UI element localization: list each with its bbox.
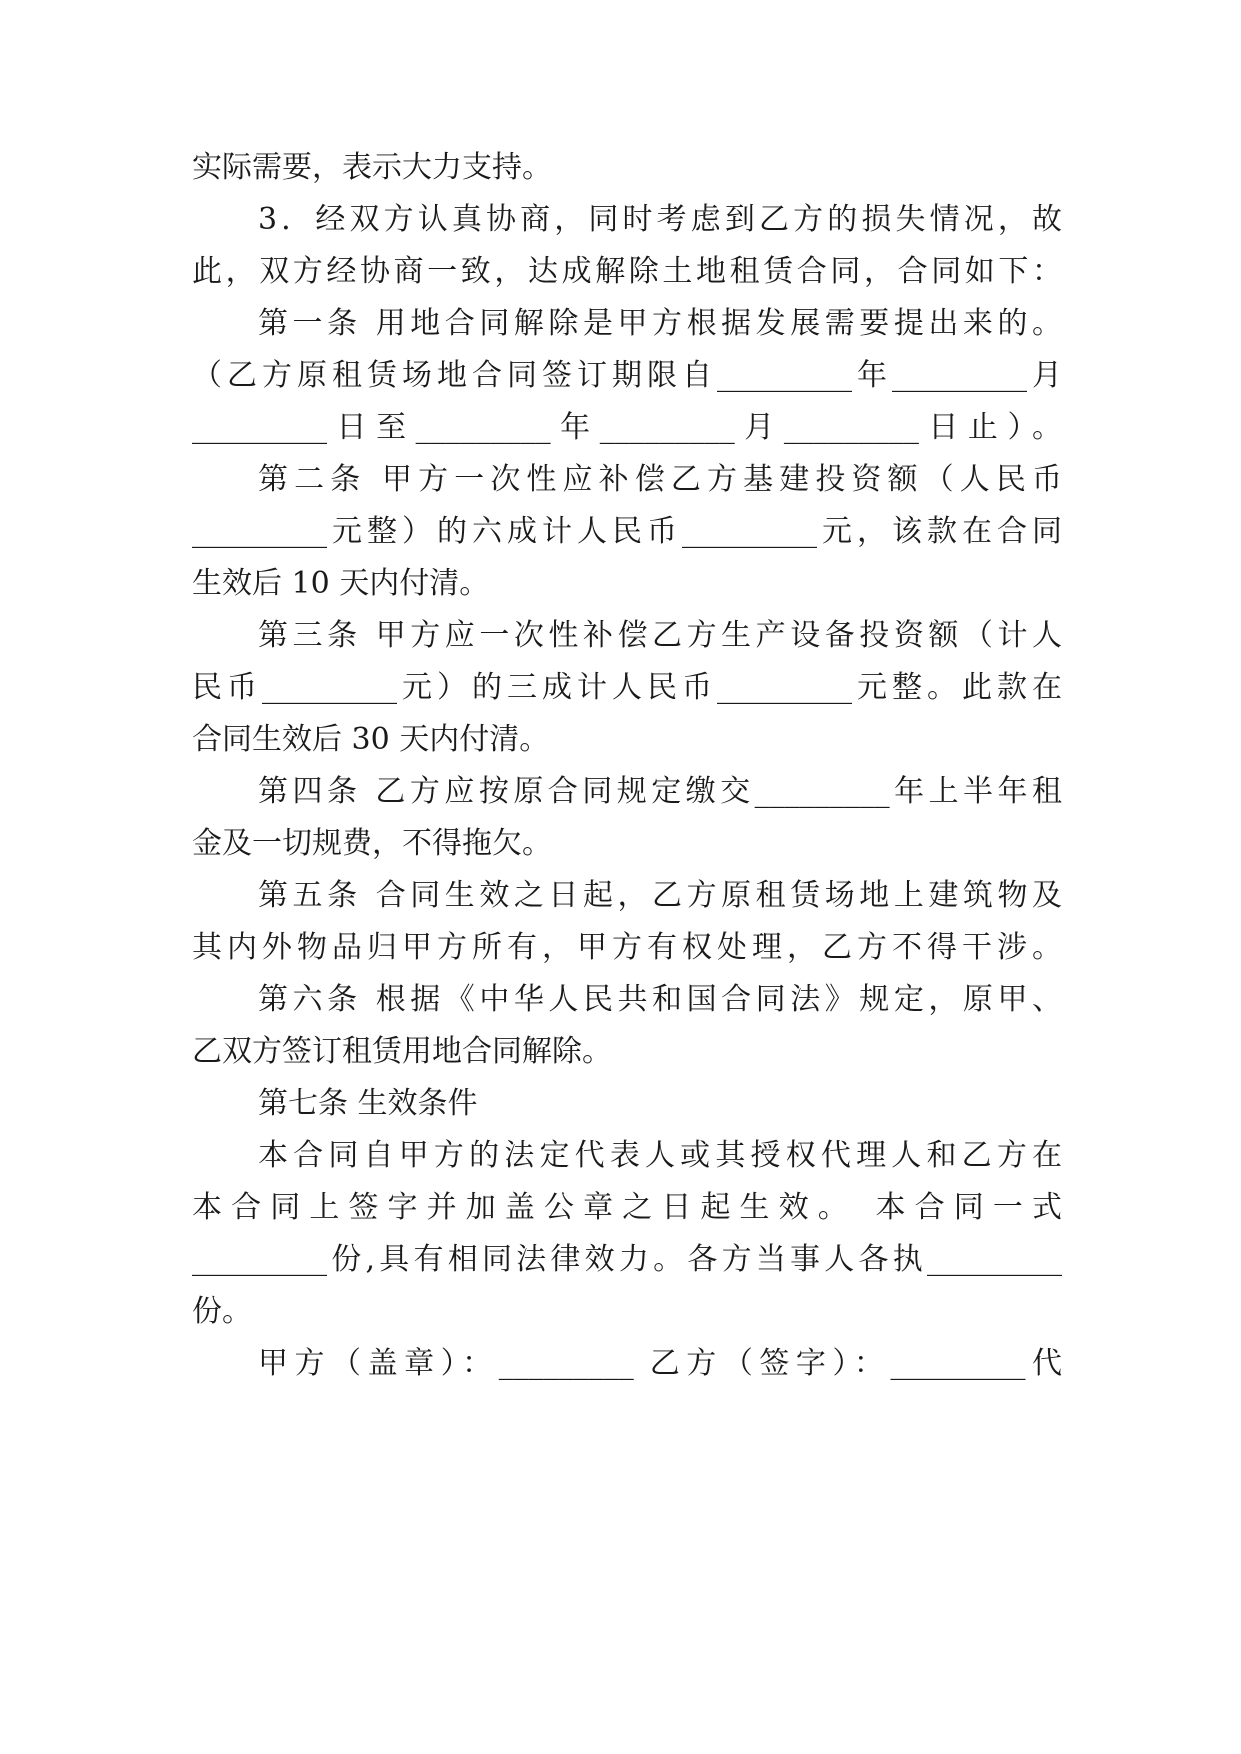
text-line-17: 第六条 根据《中华人民共和国合同法》规定，原甲、 [258, 982, 1062, 1017]
text-line-5: （乙方原租赁场地合同签订期限自_________年_________月 [192, 358, 1062, 393]
text-line-23: 份。 [192, 1294, 252, 1329]
text-line-6: _________日至_________年_________月_________日止）。 [192, 410, 1062, 445]
text-line-15: 第五条 合同生效之日起，乙方原租赁场地上建筑物及 [258, 878, 1062, 913]
text-line-4: 第一条 用地合同解除是甲方根据发展需要提出来的。 [258, 306, 1062, 341]
text-line-20: 本合同自甲方的法定代表人或其授权代理人和乙方在 [258, 1138, 1062, 1173]
text-line-24: 甲方（盖章）：_________ 乙方（签字）：_________代 [258, 1346, 1062, 1381]
text-line-19: 第七条 生效条件 [258, 1086, 478, 1121]
text-line-3: 此，双方经协商一致，达成解除土地租赁合同，合同如下： [192, 254, 1062, 289]
text-line-10: 第三条 甲方应一次性补偿乙方生产设备投资额（计人 [258, 618, 1062, 653]
text-line-13: 第四条 乙方应按原合同规定缴交_________年上半年租 [258, 774, 1062, 809]
text-line-7: 第二条 甲方一次性应补偿乙方基建投资额（人民币 [258, 462, 1062, 497]
text-line-22: _________份,具有相同法律效力。各方当事人各执_________ [192, 1242, 1062, 1277]
text-line-12: 合同生效后 30 天内付清。 [192, 722, 550, 757]
text-line-21: 本合同上签字并加盖公章之日起生效。 本合同一式 [192, 1190, 1062, 1225]
text-line-1: 实际需要，表示大力支持。 [192, 150, 552, 185]
text-line-18: 乙双方签订租赁用地合同解除。 [192, 1034, 612, 1069]
text-line-16: 其内外物品归甲方所有，甲方有权处理，乙方不得干涉。 [192, 930, 1062, 965]
text-line-8: _________元整）的六成计人民币_________元，该款在合同 [192, 514, 1062, 549]
text-line-2: 3．经双方认真协商，同时考虑到乙方的损失情况，故 [258, 202, 1062, 237]
text-line-14: 金及一切规费，不得拖欠。 [192, 826, 552, 861]
text-line-9: 生效后 10 天内付清。 [192, 566, 490, 601]
text-line-11: 民币_________元）的三成计人民币_________元整。此款在 [192, 670, 1062, 705]
